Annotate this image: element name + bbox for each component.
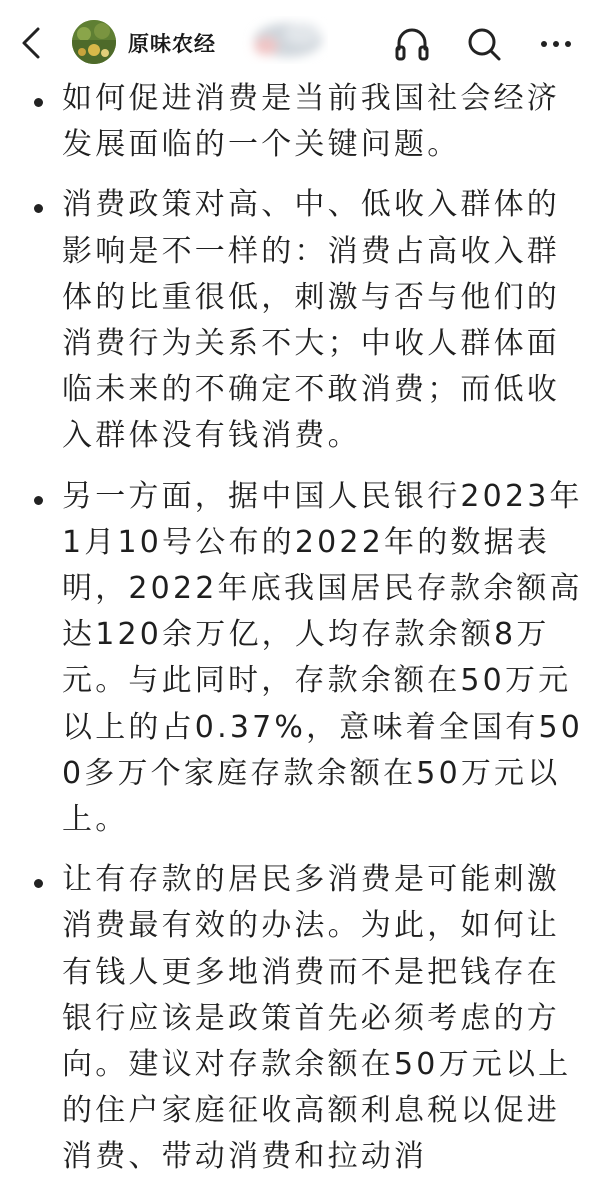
bullet-item (0, 76, 600, 168)
search-icon[interactable] (464, 24, 504, 64)
top-navigation-bar (0, 0, 600, 84)
blurred-follow-area (236, 14, 328, 68)
bullet-item (0, 474, 600, 844)
bullet-dot-icon (34, 204, 43, 213)
article-body (0, 76, 600, 1195)
bullet-text: 消费政策对高、中、低收入群体的影响是不一样的：消费占高收入群体的比重很低，刺激与否与他们的消费行为关系不大；中收人群体面临未来的不确定不敢消费；而低收入群体没有钱消费。 (62, 187, 560, 454)
bullet-text: 另一方面，据中国人民银行2023年1月10号公布的2022年的数据表明，2022年底我国居民存款余额高达120余万亿，人均存款余额8万元。与此同时，存款余额在50万元以上的占0.37%，意味着全国有500多万个家庭存款余额在50万元以上。 (62, 478, 584, 838)
bullet-dot-icon (34, 496, 43, 505)
bullet-dot-icon (34, 879, 43, 888)
bullet-text: 如何促进消费是当前我国社会经济发展面临的一个关键问题。 (62, 81, 560, 163)
bullet-item (0, 182, 600, 459)
back-icon[interactable] (18, 26, 46, 60)
author-avatar[interactable] (72, 20, 116, 64)
bullet-text: 让有存款的居民多消费是可能刺激消费最有效的办法。为此，如何让有钱人更多地消费而不是把钱存在银行应该是政策首先必须考虑的方向。建议对存款余额在50万元以上的住户家庭征收高额利息税以促进消费、带动消费和拉动消 (62, 862, 572, 1175)
more-options-icon[interactable] (536, 24, 576, 64)
headphones-icon[interactable] (392, 24, 432, 64)
author-name[interactable]: 原味农经 (128, 32, 216, 56)
bullet-dot-icon (34, 98, 43, 107)
bullet-item (0, 857, 600, 1180)
